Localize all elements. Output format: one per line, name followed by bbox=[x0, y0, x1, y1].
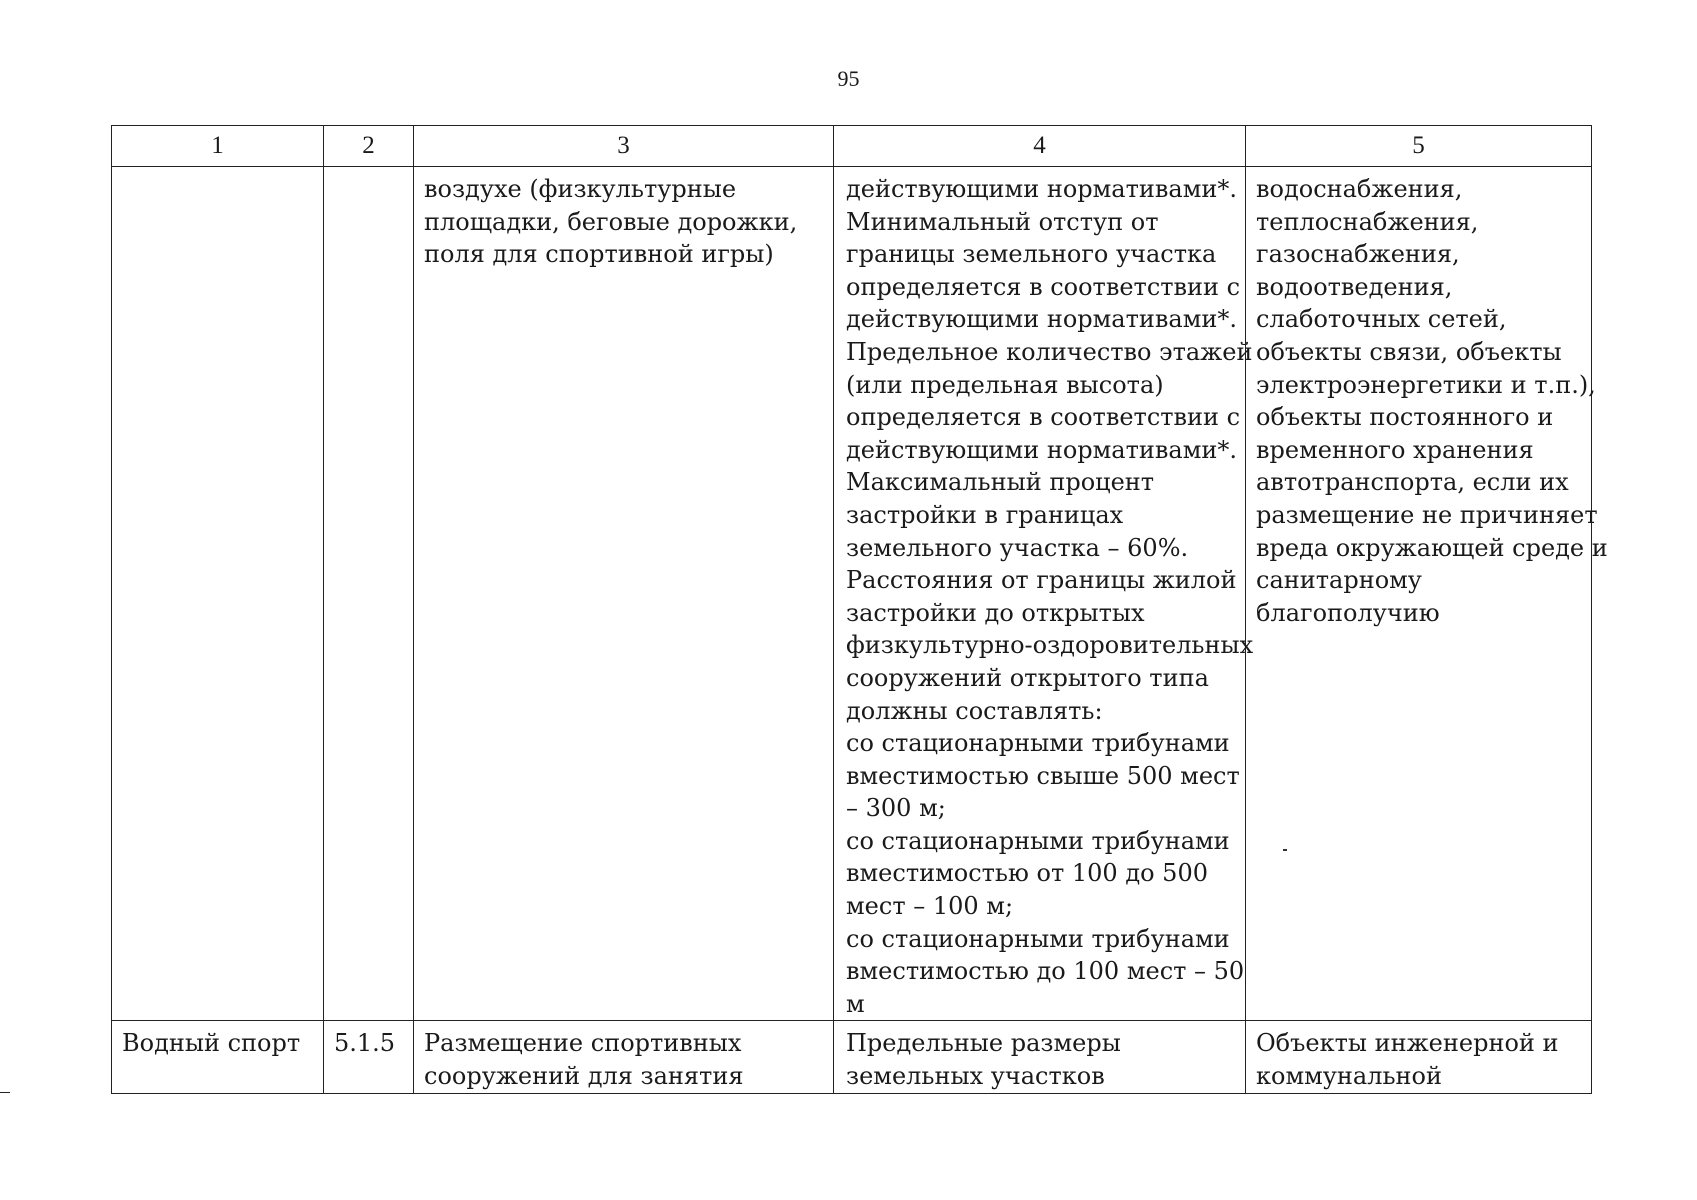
cell-text-line: должны составлять: bbox=[846, 696, 1103, 725]
cell-text-line: земельных участков bbox=[846, 1062, 1105, 1091]
cell-text-line: слаботочных сетей, bbox=[1256, 305, 1507, 334]
cell-text-line: Предельные размеры bbox=[846, 1029, 1121, 1058]
cell-text-line: м bbox=[846, 989, 865, 1018]
cell-text-line: вместимостью свыше 500 мест bbox=[846, 761, 1240, 790]
cell-text-line: благополучию bbox=[1256, 598, 1440, 627]
cell-activity-code: 5.1.5 bbox=[324, 1021, 414, 1094]
cell-text-line: сооружений для занятия bbox=[424, 1062, 744, 1091]
cell-text-line: Минимальный отступ от bbox=[846, 207, 1159, 236]
cell-text-line: со стационарными трибунами bbox=[846, 826, 1230, 855]
cell-text-line: коммунальной bbox=[1256, 1062, 1442, 1091]
cell-text-line: действующими нормативами*. bbox=[846, 175, 1237, 203]
cell-text-line: Предельное количество этажей bbox=[846, 337, 1253, 366]
cell-text-line: со стационарными трибунами bbox=[846, 729, 1230, 758]
header-col-3: 3 bbox=[414, 126, 834, 167]
header-row bbox=[112, 126, 1592, 167]
cell-text-line: Расстояния от границы жилой bbox=[846, 566, 1237, 595]
cell-text-line: действующими нормативами*. bbox=[846, 435, 1237, 464]
cell-text-line: земельного участка – 60%. bbox=[846, 533, 1189, 562]
cell-auxiliary-uses bbox=[1246, 1021, 1592, 1094]
cell-activity-name: Водный спорт bbox=[112, 1021, 324, 1094]
cell-text-line: со стационарными трибунами bbox=[846, 924, 1230, 953]
cell-text-line: Максимальный процент bbox=[846, 468, 1155, 497]
cell-col-5 bbox=[1246, 167, 1608, 1021]
cell-activity-description bbox=[414, 1021, 834, 1094]
cell-col-1 bbox=[112, 167, 324, 1021]
cell-text-line: площадки, беговые дорожки, bbox=[424, 207, 798, 236]
cell-text-line: границы земельного участка bbox=[846, 240, 1217, 269]
header-col-1: 1 bbox=[112, 126, 324, 167]
cell-text-line: объекты связи, объекты bbox=[1256, 337, 1562, 366]
cell-text-line: вреда окружающей среде и bbox=[1256, 533, 1608, 562]
cell-text-line: электроэнергетики и т.п.), bbox=[1256, 370, 1596, 399]
cell-text-line: сооружений открытого типа bbox=[846, 663, 1209, 692]
cell-text-line: действующими нормативами*. bbox=[846, 305, 1237, 334]
cell-text-line: застройки до открытых bbox=[846, 598, 1145, 627]
cell-text-line: воздухе (физкультурные bbox=[424, 175, 737, 203]
cell-col-2 bbox=[324, 167, 414, 1021]
margin-mark bbox=[0, 1092, 10, 1093]
regulations-table bbox=[111, 125, 1608, 1094]
cell-text-line: физкультурно-оздоровительных bbox=[846, 631, 1254, 660]
cell-text-line: – 300 м; bbox=[846, 794, 946, 823]
scan-speck bbox=[1283, 849, 1287, 851]
header-col-4: 4 bbox=[834, 126, 1246, 167]
cell-parameters bbox=[834, 1021, 1246, 1094]
cell-text-line: водоснабжения, bbox=[1256, 175, 1463, 203]
cell-text-line: временного хранения bbox=[1256, 435, 1534, 464]
cell-text-line: (или предельная высота) bbox=[846, 370, 1164, 399]
cell-text-line: размещение не причиняет bbox=[1256, 500, 1598, 529]
cell-text-line: Размещение спортивных bbox=[424, 1029, 742, 1058]
cell-text-line: вместимостью от 100 до 500 bbox=[846, 859, 1208, 888]
cell-text-line: вместимостью до 100 мест – 50 bbox=[846, 957, 1245, 986]
cell-text-line: определяется в соответствии с bbox=[846, 272, 1241, 301]
cell-text-line: объекты постоянного и bbox=[1256, 403, 1554, 432]
cell-text-line: автотранспорта, если их bbox=[1256, 468, 1569, 497]
table-row-continued bbox=[112, 167, 1592, 1021]
cell-text-line: газоснабжения, bbox=[1256, 240, 1460, 269]
cell-text-line: водоотведения, bbox=[1256, 272, 1453, 301]
cell-text-line: определяется в соответствии с bbox=[846, 403, 1241, 432]
cell-col-4 bbox=[834, 167, 1254, 1021]
page-number: 95 bbox=[837, 66, 860, 91]
cell-text-line: Объекты инженерной и bbox=[1256, 1029, 1559, 1058]
table-row-water-sport bbox=[112, 1021, 1592, 1094]
header-col-2: 2 bbox=[324, 126, 414, 167]
cell-text-line: застройки в границах bbox=[846, 500, 1124, 529]
cell-text-line: теплоснабжения, bbox=[1256, 207, 1479, 236]
cell-text-line: мест – 100 м; bbox=[846, 892, 1014, 921]
header-col-5: 5 bbox=[1246, 126, 1592, 167]
cell-text-line: санитарному bbox=[1256, 566, 1422, 595]
cell-col-3 bbox=[414, 167, 834, 1021]
cell-text-line: поля для спортивной игры) bbox=[424, 240, 774, 269]
